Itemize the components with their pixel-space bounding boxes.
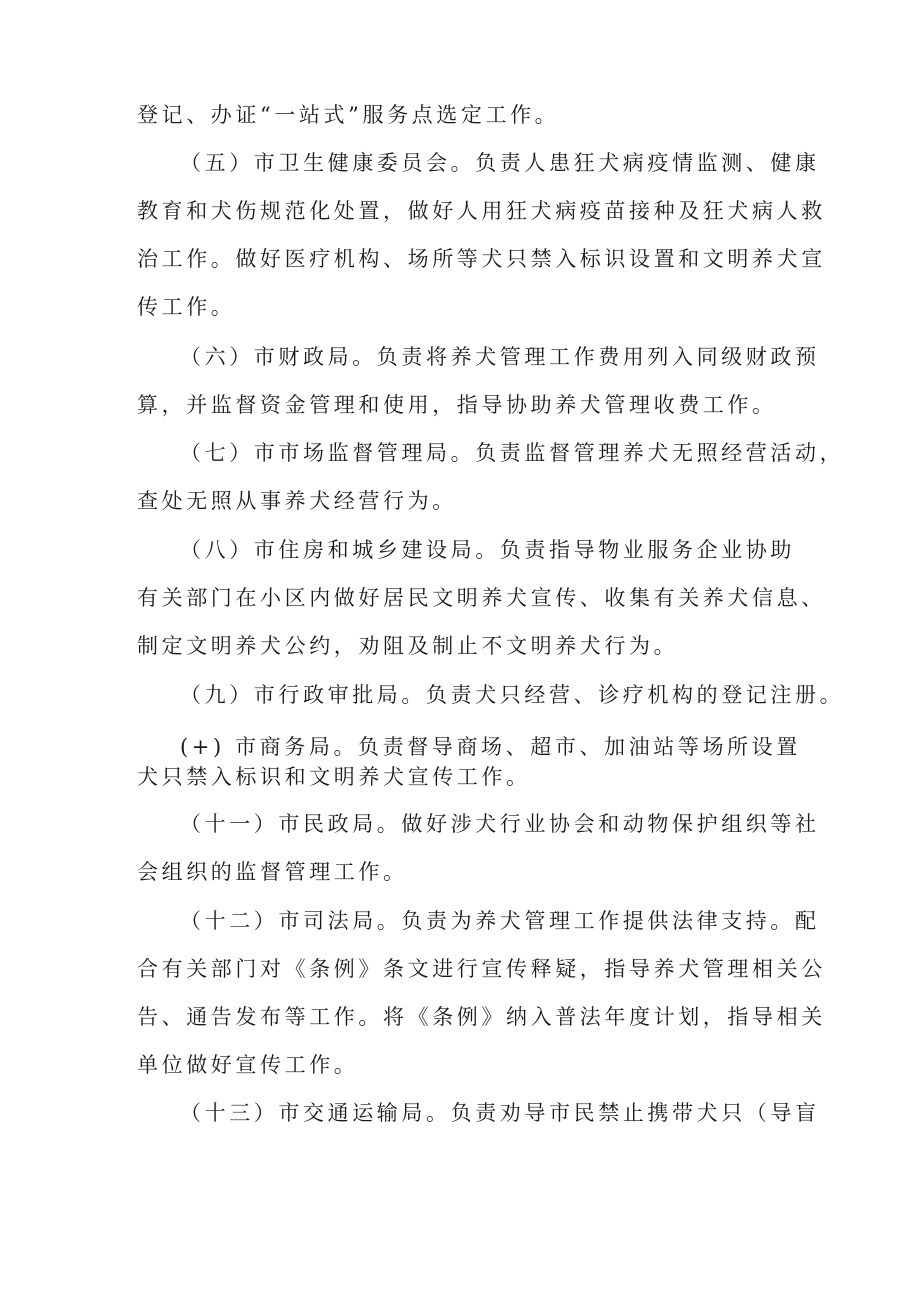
text-line: 有关部门在小区内做好居民文明养犬宣传、收集有关养犬信息、 <box>137 586 826 610</box>
paragraph-heading-6: （六）市财政局。负责将养犬管理工作费用列入同级财政预 <box>180 345 820 369</box>
paragraph-heading-10: (+) 市商务局。负责督导商场、超市、加油站等场所设置 <box>180 735 801 759</box>
text-line: 传工作。 <box>137 295 236 319</box>
paragraph-heading-13: （十三）市交通运输局。负责劝导市民禁止携带犬只（导盲 <box>180 1101 820 1125</box>
text-line: 教育和犬伤规范化处置，做好人用狂犬病疫苗接种及狂犬病人救 <box>137 199 826 223</box>
text-line: 查处无照从事养犬经营行为。 <box>137 489 457 513</box>
text-line: 犬只禁入标识和文明养犬宣传工作。 <box>137 765 531 789</box>
text-line: 制定文明养犬公约，劝阻及制止不文明养犬行为。 <box>137 634 679 658</box>
text-line: 合有关部门对《条例》条文进行宣传释疑，指导养犬管理相关公 <box>137 957 826 981</box>
text-line: 治工作。做好医疗机构、场所等犬只禁入标识设置和文明养犬宣 <box>137 247 826 271</box>
paragraph-heading-7: （七）市市场监督管理局。负责监督管理养犬无照经营活动， <box>180 441 845 465</box>
text-line: 算，并监督资金管理和使用，指导协助养犬管理收费工作。 <box>137 393 777 417</box>
paragraph-heading-11: （十一）市民政局。做好涉犬行业协会和动物保护组织等社 <box>180 812 820 836</box>
paragraph-heading-5: （五）市卫生健康委员会。负责人患狂犬病疫情监测、健康 <box>180 151 820 175</box>
text-line: 登记、办证“一站式”服务点选定工作。 <box>137 103 560 127</box>
paragraph-heading-8: （八）市住房和城乡建设局。负责指导物业服务企业协助 <box>180 538 795 562</box>
text-line: 单位做好宣传工作。 <box>137 1053 359 1077</box>
text-line: 会组织的监督管理工作。 <box>137 860 408 884</box>
text-line: 告、通告发布等工作。将《条例》纳入普法年度计划，指导相关 <box>137 1005 826 1029</box>
paragraph-heading-12: （十二）市司法局。负责为养犬管理工作提供法律支持。配 <box>180 909 820 933</box>
paragraph-heading-9: （九）市行政审批局。负责犬只经营、诊疗机构的登记注册。 <box>180 683 845 707</box>
